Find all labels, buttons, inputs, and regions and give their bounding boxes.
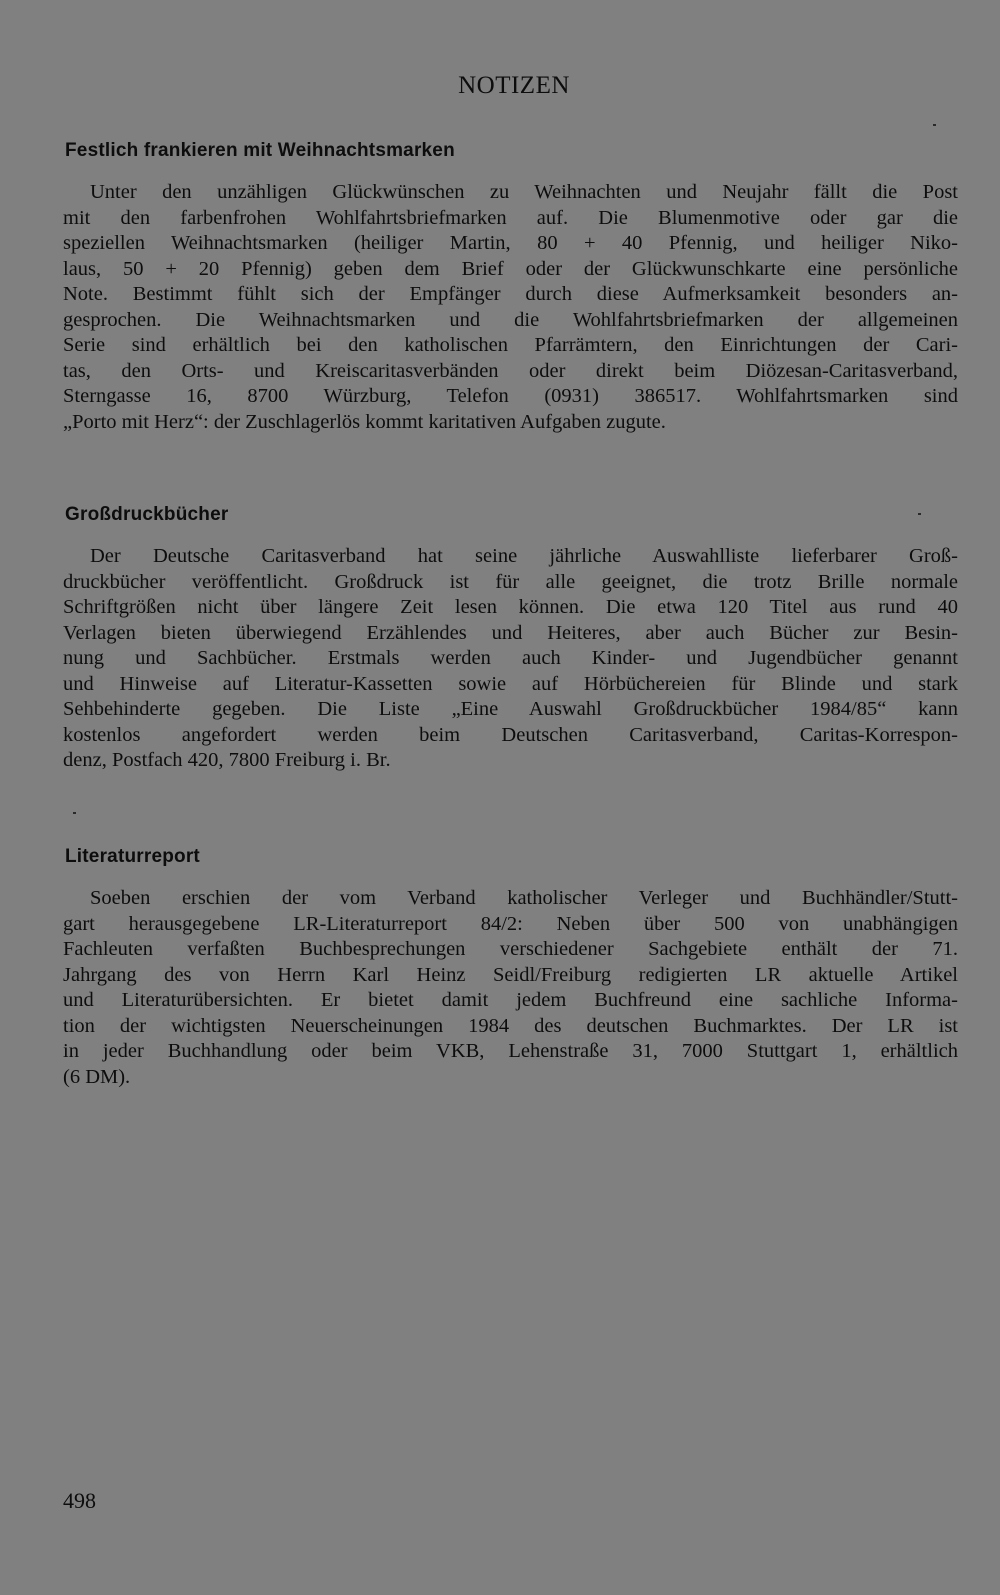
paragraph-grossdruckbuecher: [63, 544, 958, 774]
text-line: gesprochen. Die Weihnachtsmarken und die Wohlfahrtsbriefmarken der allgemeinen: [63, 308, 958, 331]
text-line: druckbücher veröffentlicht. Großdruck ist für alle geeignet, die trotz Brille normale: [63, 570, 958, 593]
text-line: in jeder Buchhandlung oder beim VKB, Lehenstraße 31, 7000 Stuttgart 1, erhältlich: [63, 1040, 958, 1062]
text-line: Note. Bestimmt fühlt sich der Empfänger durch diese Aufmerksamkeit besonders an-: [63, 283, 958, 305]
text-line: Sterngasse 16, 8700 Würzburg, Telefon (0931) 386517. Wohlfahrtsmarken sind: [63, 385, 958, 407]
text-line: Serie sind erhältlich bei den katholischen Pfarrämtern, den Einrichtungen der Cari-: [63, 334, 958, 356]
text-line: mit den farbenfrohen Wohlfahrtsbriefmarken auf. Die Blumenmotive oder gar die: [63, 206, 958, 229]
text-line: speziellen Weihnachtsmarken (heiliger Martin, 80 + 40 Pfennig, und heiliger Niko-: [63, 232, 958, 254]
text-line: Verlagen bieten überwiegend Erzählendes und Heiteres, aber auch Bücher zur Besin-: [63, 621, 958, 644]
text-line: Der Deutsche Caritasverband hat seine jährliche Auswahlliste lieferbarer Groß-: [90, 545, 958, 567]
section-heading-literaturreport: Literaturreport: [65, 846, 200, 867]
paragraph-weihnachtsmarken: [63, 180, 958, 435]
text-line: Schriftgrößen nicht über längere Zeit lesen können. Die etwa 120 Titel aus rund 40: [63, 596, 958, 618]
text-line: (6 DM).: [63, 1065, 131, 1088]
scan-speck: [933, 124, 936, 126]
scan-speck: [918, 513, 921, 515]
text-line: Jahrgang des von Herrn Karl Heinz Seidl/Freiburg redigierten LR aktuelle Artikel: [63, 963, 958, 986]
text-line: und Literaturübersichten. Er bietet damit jedem Buchfreund eine sachliche Informa-: [63, 989, 958, 1011]
text-line: gart herausgegebene LR-Literaturreport 84/2: Neben über 500 von unabhängigen: [63, 912, 958, 935]
text-line: tas, den Orts- und Kreiscaritasverbänden oder direkt beim Diözesan-Caritasverband,: [63, 359, 958, 382]
text-line: Unter den unzähligen Glückwünschen zu Weihnachten und Neujahr fällt die Post: [90, 181, 958, 203]
text-line: kostenlos angefordert werden beim Deutschen Caritasverband, Caritas-Korrespon-: [63, 723, 958, 746]
text-line: Fachleuten verfaßten Buchbesprechungen verschiedener Sachgebiete enthält der 71.: [63, 938, 958, 960]
scan-speck: [73, 812, 76, 814]
text-line: nung und Sachbücher. Erstmals werden auch Kinder- und Jugendbücher genannt: [63, 647, 958, 669]
page-number: 498: [63, 1488, 96, 1513]
text-line: laus, 50 + 20 Pfennig) geben dem Brief oder der Glückwunschkarte eine persönliche: [63, 257, 958, 280]
text-line: tion der wichtigsten Neuerscheinungen 1984 des deutschen Buchmarktes. Der LR ist: [63, 1014, 958, 1037]
text-line: Soeben erschien der vom Verband katholischer Verleger und Buchhändler/Stutt-: [90, 887, 958, 909]
page-title: NOTIZEN: [458, 72, 570, 99]
section-heading-weihnachtsmarken: Festlich frankieren mit Weihnachtsmarken: [65, 140, 455, 161]
text-line: denz, Postfach 420, 7800 Freiburg i. Br.: [63, 749, 391, 771]
text-line: Sehbehinderte gegeben. Die Liste „Eine Auswahl Großdruckbücher 1984/85“ kann: [63, 698, 958, 720]
section-heading-grossdruckbuecher: Großdruckbücher: [65, 504, 229, 525]
text-line: „Porto mit Herz“: der Zuschlagerlös kommt karitativen Aufgaben zugute.: [63, 410, 666, 433]
text-line: und Hinweise auf Literatur-Kassetten sowie auf Hörbüchereien für Blinde und stark: [63, 672, 958, 695]
paragraph-literaturreport: [63, 886, 958, 1090]
